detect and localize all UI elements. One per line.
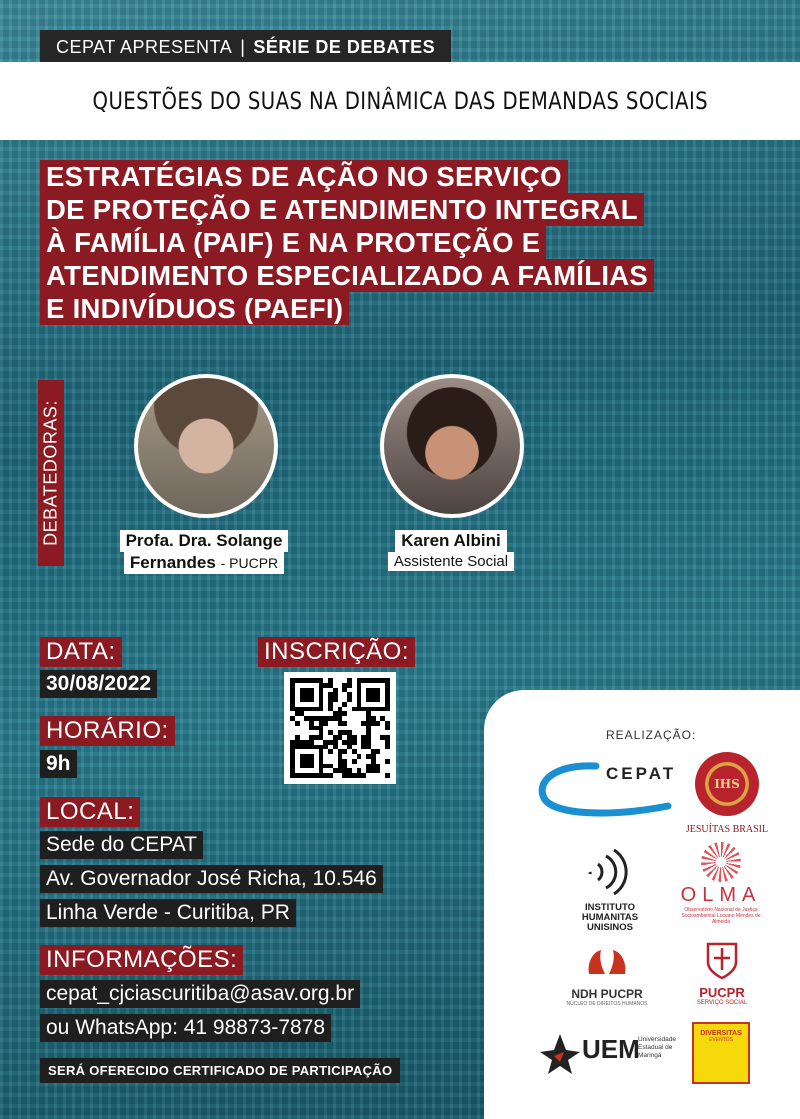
pucpr-caption: SERVIÇO SOCIAL (696, 1000, 748, 1006)
debater-1-affiliation: - PUCPR (220, 555, 279, 571)
ihu-logo (570, 846, 650, 934)
info-label: INFORMAÇÕES: (40, 945, 243, 975)
subtitle-block (40, 160, 780, 325)
avatar-solange (134, 374, 278, 518)
uem-star-icon (540, 1032, 580, 1076)
qr-module (385, 773, 390, 778)
pucpr-crest-icon (702, 940, 742, 980)
jesuitas-logo (684, 752, 770, 844)
olma-dots-icon (701, 842, 741, 882)
title-band (0, 62, 800, 140)
diversitas-caption: EVENTOS (709, 1037, 733, 1043)
registration-label: INSCRIÇÃO: (258, 637, 415, 667)
olma-logo (676, 842, 766, 934)
olma-text: OLMA (680, 884, 762, 906)
ndh-caption: NÚCLEO DE DIREITOS HUMANOS (566, 1001, 648, 1007)
date-label: DATA: (40, 637, 122, 667)
subtitle-line: ESTRATÉGIAS DE AÇÃO NO SERVIÇO (40, 160, 568, 193)
cepat-logo-text: CEPAT (606, 764, 677, 783)
cepat-logo (536, 760, 676, 820)
avatar-karen (380, 374, 524, 518)
uem-text: UEM (582, 1034, 640, 1064)
time-label: HORÁRIO: (40, 716, 175, 746)
ihu-text-2: HUMANITAS (581, 912, 639, 923)
ihs-text: IHS (714, 777, 740, 791)
uem-logo (540, 1026, 680, 1086)
ndh-hands-icon (583, 944, 631, 982)
diversitas-text: DIVERSITAS (700, 1030, 742, 1037)
location-line: Sede do CEPAT (40, 831, 203, 859)
location-line: Linha Verde - Curitiba, PR (40, 899, 296, 927)
pucpr-text: PUCPR (699, 985, 745, 1000)
uem-caption: Universidade Estadual de Maringá (638, 1036, 676, 1059)
location-line: Av. Governador José Richa, 10.546 (40, 865, 383, 893)
debater-1-name (104, 530, 304, 574)
registration-qr-code[interactable] (284, 672, 396, 784)
ihu-text-3: UNISINOS (587, 922, 633, 933)
series-bar (40, 30, 451, 64)
diversitas-logo (692, 1022, 750, 1084)
subtitle-line: E INDIVÍDUOS (PAEFI) (40, 292, 349, 325)
email-value[interactable]: cepat_cjciascuritiba@asav.org.br (40, 980, 360, 1008)
jesuitas-text: JESUÍTAS BRASIL (685, 824, 769, 835)
subtitle-line: ATENDIMENTO ESPECIALIZADO A FAMÍLIAS (40, 259, 654, 292)
subtitle-line: DE PROTEÇÃO E ATENDIMENTO INTEGRAL (40, 193, 644, 226)
debater-1-surname: Fernandes (129, 553, 216, 572)
ndh-text: NDH PUCPR (571, 987, 643, 1001)
main-title: QUESTÕES DO SUAS NA DINÂMICA DAS DEMANDAS SOCIAIS (92, 87, 708, 115)
date-value: 30/08/2022 (40, 670, 157, 698)
series-text: SÉRIE DE DEBATES (253, 36, 436, 57)
pucpr-logo (682, 940, 762, 1014)
whatsapp-value[interactable]: ou WhatsApp: 41 98873-7878 (40, 1014, 331, 1042)
ndh-logo (562, 944, 652, 1014)
presents-text: CEPAT APRESENTA (56, 36, 233, 57)
separator: | (240, 36, 246, 57)
debaters-label-text: DEBATEDORAS: (40, 400, 61, 546)
ihu-text-1: INSTITUTO (585, 902, 635, 913)
debater-2-role: Assistente Social (388, 552, 514, 571)
olma-caption: Observatório Nacional de Justiça Socioambiental Luciano Mendes de Almeida (681, 907, 761, 925)
debater-1-name-line1: Profa. Dra. Solange (120, 530, 289, 552)
ihs-sun-icon (695, 752, 759, 816)
time-value: 9h (40, 750, 77, 778)
debaters-label (38, 380, 64, 566)
location-label: LOCAL: (40, 797, 140, 827)
subtitle-line: À FAMÍLIA (PAIF) E NA PROTEÇÃO E (40, 226, 546, 259)
certificate-notice: SERÁ OFERECIDO CERTIFICADO DE PARTICIPAÇÃO (40, 1058, 400, 1083)
ihu-waves-icon (580, 846, 640, 898)
sponsors-label: REALIZAÇÃO: (606, 728, 697, 742)
debater-2-name-text: Karen Albini (395, 530, 507, 552)
debater-1-name-line2 (124, 552, 284, 574)
debater-2-name (376, 530, 526, 571)
